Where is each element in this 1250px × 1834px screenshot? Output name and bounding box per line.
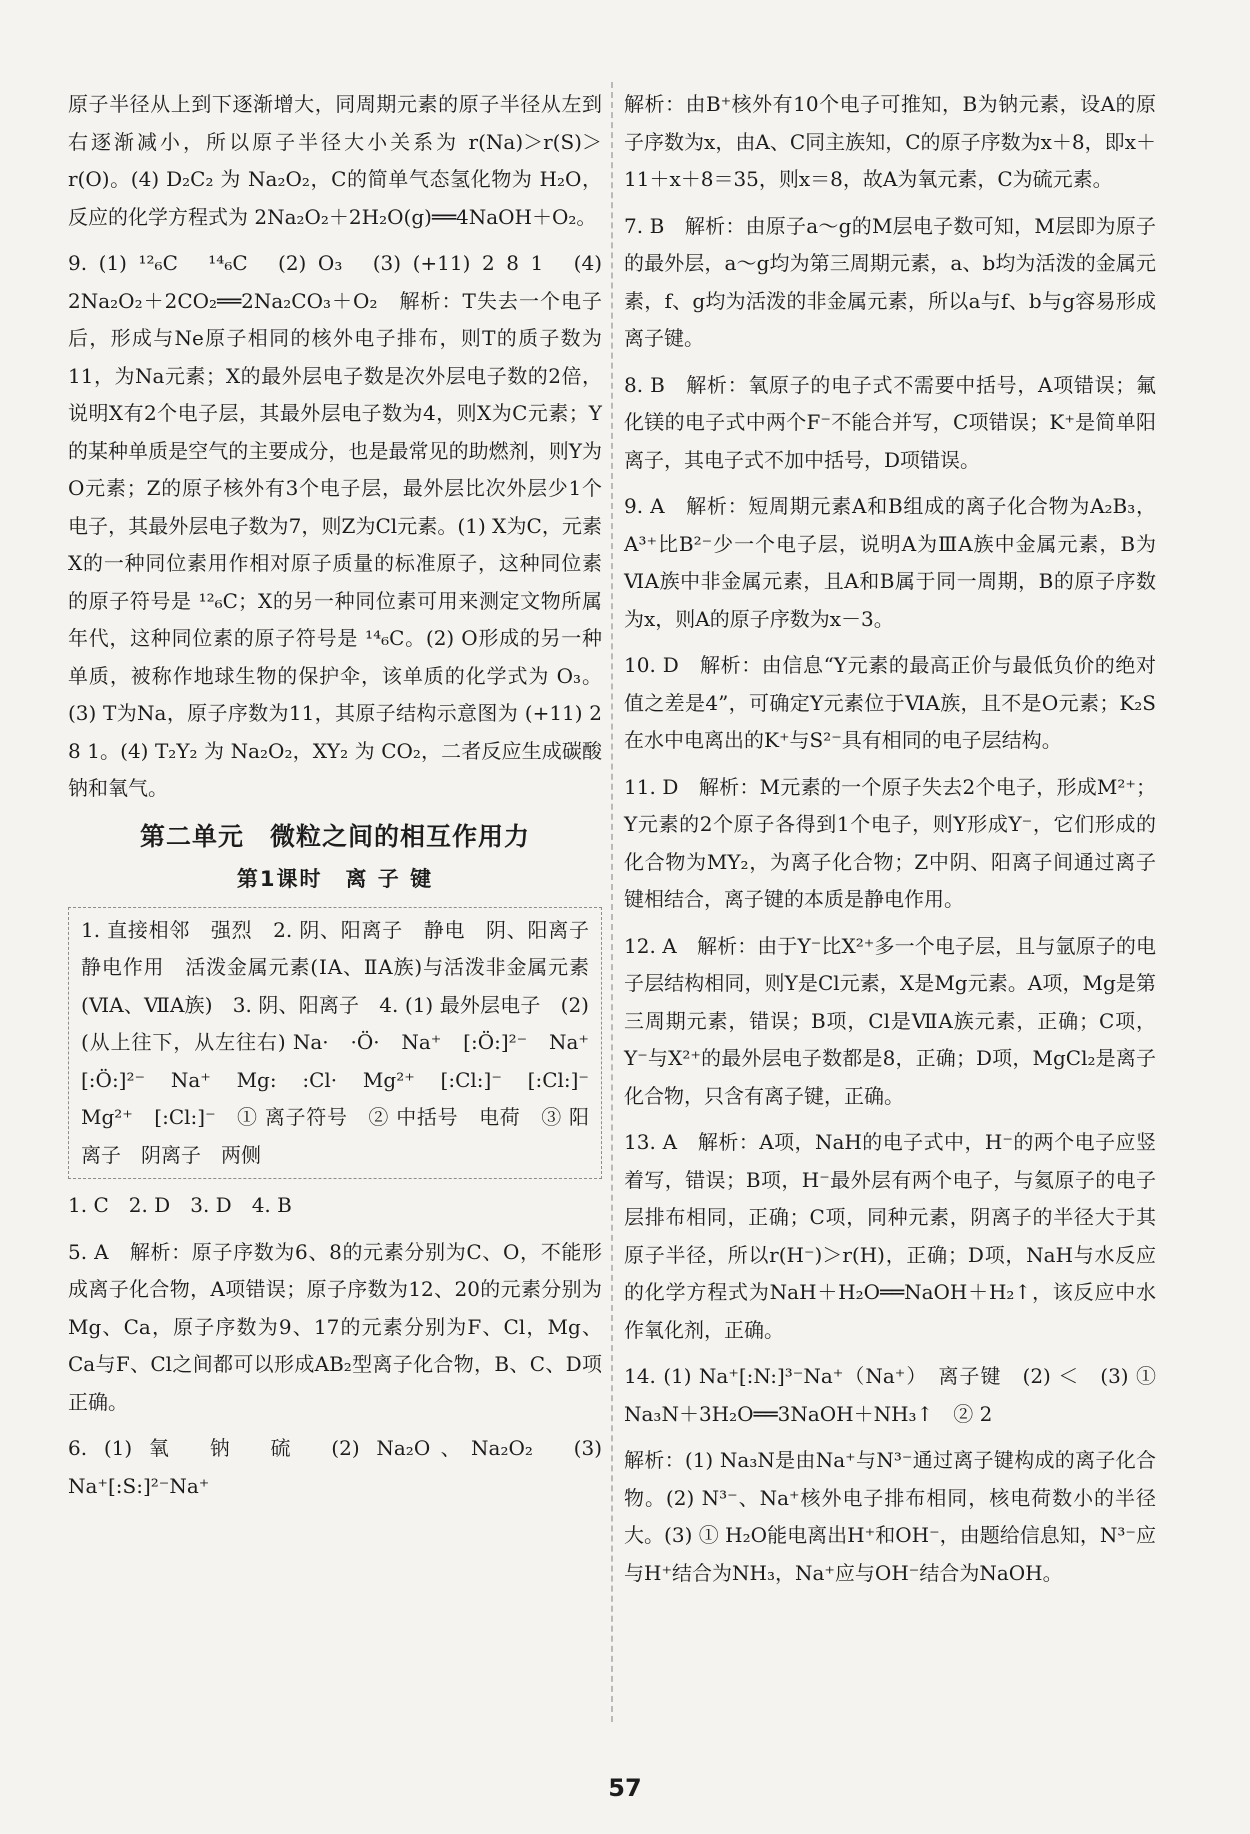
answer-paragraph: 10. D 解析：由信息“Y元素的最高正价与最低负价的绝对值之差是4”，可确定Y元素位于ⅥA族，且不是O元素；K₂S在水中电离出的K⁺与S²⁻具有相同的电子层结构。 (624, 653, 1156, 752)
answer-paragraph: 解析：由B⁺核外有10个电子可推知，B为钠元素，设A的原子序数为x，由A、C同主族知，C的原子序数为x＋8，即x＋11＋x＋8＝35，则x＝8，故A为氧元素，C为硫元素。 (624, 92, 1156, 191)
answer-paragraph: 9. A 解析：短周期元素A和B组成的离子化合物为A₂B₃，A³⁺比B²⁻少一个电子层，说明A为ⅢA族中金属元素，B为ⅥA族中非金属元素，且A和B属于同一周期，B的原子序数为x，则A的原子序数为x－3。 (624, 494, 1156, 631)
answer-paragraph: 14. (1) Na⁺[:N:]³⁻Na⁺（Na⁺） 离子键 (2) ＜ (3) ① Na₃N＋3H₂O══3NaOH＋NH₃↑ ② 2 (624, 1364, 1156, 1426)
page-number: 57 (608, 1774, 642, 1802)
knowledge-box (68, 907, 609, 1180)
knowledge-box-text: 1. 直接相邻 强烈 2. 阴、阳离子 静电 阴、阳离子 静电作用 活泼金属元素(ⅠA、ⅡA族)与活泼非金属元素(ⅥA、ⅦA族) 3. 阴、阳离子 4. (1) 最外层电子 (2) (从上往下，从左往右) Na· ·Ö· Na⁺ [:Ö:]²⁻ Na⁺ [:Ö:]²⁻ Na⁺ Mg: :Cl· Mg²⁺ [:Cl:]⁻ [:Cl:]⁻ Mg²⁺ [:Cl:]⁻ ① 离子符号 ② 中括号 电荷 ③ 阳离子 阴离子 两侧 (81, 917, 609, 1167)
answer-paragraph: 5. A 解析：原子序数为6、8的元素分别为C、O，不能形成离子化合物，A项错误；原子序数为12、20的元素分别为Mg、Ca，原子序数为9、17的元素分别为F、Cl，Mg、Ca与F、Cl之间都可以形成AB₂型离子化合物，B、C、D项正确。 (68, 1239, 602, 1414)
answer-paragraph: 11. D 解析：M元素的一个原子失去2个电子，形成M²⁺；Y元素的2个原子各得到1个电子，则Y形成Y⁻，它们形成的化合物为MY₂，为离子化合物；Z中阴、阳离子间通过离子键相结合，离子键的本质是静电作用。 (624, 774, 1156, 911)
answer-paragraph: 1. C 2. D 3. D 4. B (68, 1193, 292, 1217)
answer-paragraph: 8. B 解析：氧原子的电子式不需要中括号，A项错误；氟化镁的电子式中两个F⁻不能合并写，C项错误；K⁺是简单阳离子，其电子式不加中括号，D项错误。 (624, 372, 1156, 472)
answer-paragraph: 12. A 解析：由于Y⁻比X²⁺多一个电子层，且与氩原子的电子层结构相同，则Y是Cl元素，X是Mg元素。A项，Mg是第三周期元素，错误；B项，Cl是ⅦA族元素，正确；C项，Y⁻与X²⁺的最外层电子数都是8，正确；D项，MgCl₂是离子化合物，只含有离子键，正确。 (624, 933, 1156, 1108)
right-column (624, 86, 1156, 1601)
answer-paragraph: 解析：(1) Na₃N是由Na⁺与N³⁻通过离子键构成的离子化合物。(2) N³⁻、Na⁺核外电子排布相同，核电荷数小的半径大。(3) ① H₂O能电离出H⁺和OH⁻，由题给信息知，N³⁻应与H⁺结合为NH₃，Na⁺应与OH⁻结合为NaOH。 (624, 1448, 1156, 1585)
answer-paragraph: 7. B 解析：由原子a～g的M层电子数可知，M层即为原子的最外层，a～g均为第三周期元素，a、b均为活泼的金属元素，f、g均为活泼的非金属元素，所以a与f、b与g容易形成离子键。 (624, 213, 1156, 350)
lesson-title: 第1课时 离 子 键 (236, 867, 434, 891)
answer-paragraph: 原子半径从上到下逐渐增大，同周期元素的原子半径从左到右逐渐减小，所以原子半径大小关系为 r(Na)＞r(S)＞r(O)。(4) D₂C₂ 为 Na₂O₂，C的简单气态氢化物为 H₂O，反应的化学方程式为 2Na₂O₂＋2H₂O(g)══4NaOH＋O₂。 (68, 92, 602, 229)
left-column (68, 86, 609, 1514)
answer-paragraph: 6. (1) 氧 钠 硫 (2) Na₂O、Na₂O₂ (3) Na⁺[:S:]²⁻Na⁺ (68, 1436, 602, 1498)
answer-paragraph: 13. A 解析：A项，NaH的电子式中，H⁻的两个电子应竖着写，错误；B项，H⁻最外层有两个电子，与氦原子的电子层排布相同，正确；C项，同种元素，阴离子的半径大于其原子半径，所以r(H⁻)＞r(H)，正确；D项，NaH与水反应的化学方程式为NaH＋H₂O══NaOH＋H₂↑，该反应中水作氧化剂，正确。 (624, 1130, 1156, 1342)
unit-title: 第二单元 微粒之间的相互作用力 (139, 821, 530, 851)
answer-paragraph: 9. (1) ¹²₆C ¹⁴₆C (2) O₃ (3) (+11) 2 8 1 (4) 2Na₂O₂＋2CO₂══2Na₂CO₃＋O₂ 解析：T失去一个电子后，形成与Ne原子相同的核外电子排布，则T的质子数为11，为Na元素；X的最外层电子数是次外层电子数的2倍，说明X有2个电子层，其最外层电子数为4，则X为C元素；Y的某种单质是空气的主要成分，也是最常见的助燃剂，则Y为O元素；Z的原子核外有3个电子层，最外层比次外层少1个电子，其最外层电子数为7，则Z为Cl元素。(1) X为C，元素X的一种同位素用作相对原子质量的标准原子，这种同位素的原子符号是 ¹²₆C；X的另一种同位素可用来测定文物所属年代，这种同位素的原子符号是 ¹⁴₆C。(2) O形成的另一种单质，被称作地球生物的保护伞，该单质的化学式为 O₃。(3) T为Na，原子序数为11，其原子结构示意图为 (+11) 2 8 1。(4) T₂Y₂ 为 Na₂O₂，XY₂ 为 CO₂，二者反应生成碳酸钠和氧气。 (68, 251, 602, 800)
column-divider (611, 82, 613, 1722)
